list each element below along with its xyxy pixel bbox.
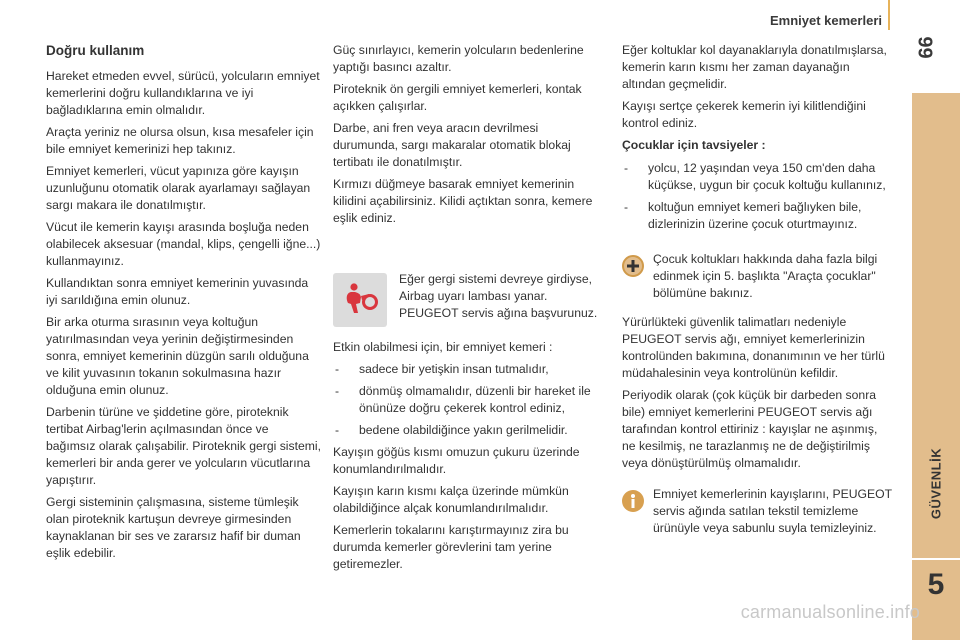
paragraph: Kemerlerin tokalarını karıştırmayınız zira bu durumda kemerler görevlerini tam yerine getiremezler.	[333, 523, 569, 571]
paragraph: Güç sınırlayıcı, kemerin yolcuların bedenlerine yaptığı basıncı azaltır.	[333, 43, 584, 74]
list-item: - sadece bir yetişkin insan tutmalıdır,	[333, 361, 605, 378]
side-tab-divider	[912, 558, 960, 560]
paragraph: Gergi sisteminin çalışmasına, sisteme tümleşik olan piroteknik kartuşun devreye girmesinden kaynaklanan bir ses ve zararsız hafif bir duman eşlik edebilir.	[46, 495, 301, 560]
paragraph: Bir arka oturma sırasının veya koltuğun yatırılmasından veya yerinin değiştirmesinden sonra, emniyet kemerinin düzgün sarılı olduğuna ve kilit yuvasının tokanın sokulmasına hazır olduğuna emin olunuz.	[46, 315, 309, 397]
header-rule	[888, 0, 890, 30]
page-header-title: Emniyet kemerleri	[769, 13, 882, 28]
page-number: 99	[913, 36, 936, 59]
children-advice-list	[622, 160, 892, 233]
list-item: - dönmüş olmamalıdır, düzenli bir hareket ile önünüze doğru çekerek kontrol ediniz,	[333, 383, 605, 417]
cleaning-note	[622, 486, 892, 537]
airbag-note-text: Eğer gergi sistemi devreye girdiyse, Airbag uyarı lambası yanar. PEUGEOT servis ağına başvurunuz.	[399, 272, 598, 320]
paragraph: Araçta yeriniz ne olursa olsun, kısa mesafeler için bile emniyet kemerinizi hep takınız.	[46, 125, 314, 156]
plus-icon	[622, 255, 644, 277]
paragraph: Etkin olabilmesi için, bir emniyet kemeri :	[333, 340, 553, 354]
cleaning-note-text: Emniyet kemerlerinin kayışlarını, PEUGEOT servis ağında satılan tekstil temizleme ürünüyle veya sabunlu suyla temizleyiniz.	[653, 487, 892, 535]
airbag-warning-icon	[333, 273, 387, 327]
column-1	[46, 42, 321, 567]
paragraph: Kırmızı düğmeye basarak emniyet kemerinin kilidini açabilirsiniz. Kilidi açtıktan sonra, kemere eşlik ediniz.	[333, 177, 593, 225]
watermark: carmanualsonline.info	[740, 602, 920, 622]
paragraph: Vücut ile kemerin kayışı arasında boşluğa neden olabilecek aksesuar (mandal, klips, çengelli iğne...) kullanmayınız.	[46, 220, 321, 268]
paragraph: Hareket etmeden evvel, sürücü, yolcuların emniyet kemerlerini doğru kullandıklarına ve iyi bağladıklarına emin olmalıdır.	[46, 69, 320, 117]
list-item: - koltuğun emniyet kemeri bağlıyken bile, dizlerinizin üzerine çocuk oturtmayınız.	[622, 199, 892, 233]
column-3	[622, 42, 892, 549]
belt-requirements-list	[333, 361, 605, 439]
paragraph: Kullandıktan sonra emniyet kemerinin yuvasında iyi sarıldığına emin olunuz.	[46, 276, 309, 307]
paragraph: Periyodik olarak (çok küçük bir darbeden sonra bile) emniyet kemerlerini PEUGEOT servis ağı tarafından kontrol ettiriniz : kayışlar ne aşınmış, ne kesilmiş, ne tarazlanmış ne de değiştirilmiş veya dönüştürülmüş olmamalıdır.	[622, 388, 878, 470]
list-item: - bedene olabildiğince yakın gerilmelidir.	[333, 422, 605, 439]
paragraph: Piroteknik ön gergili emniyet kemerleri, kontak açıkken çalışırlar.	[333, 82, 582, 113]
paragraph: Kayışın göğüs kısmı omuzun çukuru üzerinde konumlandırılmalıdır.	[333, 445, 580, 476]
airbag-note	[333, 271, 605, 327]
child-seat-note	[622, 251, 892, 302]
paragraph: Eğer koltuklar kol dayanaklarıyla donatılmışlarsa, kemerin karın kısmı her zaman dayanağın altından geçmelidir.	[622, 43, 887, 91]
column-2	[333, 42, 605, 578]
paragraph: Emniyet kemerleri, vücut yapınıza göre kayışın uzunluğunu otomatik olarak ayarlamayı sağlayan sargı makara ile donatılmıştır.	[46, 164, 311, 212]
info-icon	[622, 490, 644, 512]
child-seat-note-text: Çocuk koltukları hakkında daha fazla bilgi edinmek için 5. başlıkta "Araçta çocuklar" bölümüne bakınız.	[653, 252, 878, 300]
children-advice-title: Çocuklar için tavsiyeler :	[622, 138, 766, 152]
chapter-number: 5	[927, 568, 945, 601]
chapter-label: GÜVENLİK	[928, 447, 944, 520]
paragraph: Kayışın karın kısmı kalça üzerinde mümkün olabildiğince alçak konumlandırılmalıdır.	[333, 484, 569, 515]
paragraph: Kayışı sertçe çekerek kemerin iyi kilitlendiğini kontrol ediniz.	[622, 99, 866, 130]
paragraph: Yürürlükteki güvenlik talimatları nedeniyle PEUGEOT servis ağı, emniyet kemerlerinizin kontrolünden bakımına, donanımının ve her türlü müdahalesinin veya kontrolünün kefildir.	[622, 315, 885, 380]
paragraph: Darbe, ani fren veya aracın devrilmesi durumunda, sargı makaralar otomatik blokaj tertibatı ile donatılmıştır.	[333, 121, 571, 169]
section-title: Doğru kullanım	[46, 43, 145, 58]
list-item: - yolcu, 12 yaşından veya 150 cm'den daha küçükse, uygun bir çocuk koltuğu kullanınız,	[622, 160, 892, 194]
paragraph: Darbenin türüne ve şiddetine göre, piroteknik tertibat Airbag'lerin açılmasından önce ve bağımsız olarak çalışabilir. Piroteknik gergi sistemi, kemerleri bir anda gerer ve yolcuların vücutlarına yapıştırır.	[46, 405, 321, 487]
